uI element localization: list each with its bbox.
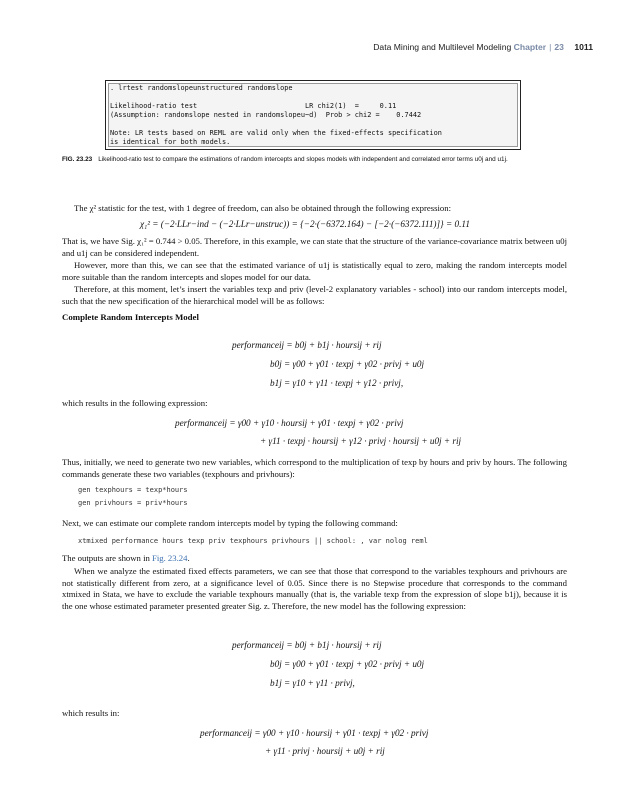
stata-test-line: Likelihood-ratio test LR chi2(1) = 0.11 xyxy=(110,102,397,110)
equation-c3: b1j = γ10 + γ11 · privj, xyxy=(270,678,355,688)
stata-note-line-1: Note: LR tests based on REML are valid only when the fixed-effects specification xyxy=(110,129,442,137)
stata-note-line-2: is identical for both models. xyxy=(110,138,231,146)
paragraph-estimate: Next, we can estimate our complete random intercepts model by typing the following command: xyxy=(62,518,398,528)
paragraph-fixed-effects: When we analyze the estimated fixed effects parameters, we can see that those that correspond to the variables texphours and privhours are not statistically different from zero, at a significance level of 0.05. Since there is no Stepwise procedure that corresponds to the command xtmixed in Stata, we have to exclude the variable texphours manually (that is, the variable texp from the expression of slope b1j), because it is the one whose estimated parameter presented greater Sig. z. Therefore, the new model has the following expression: xyxy=(62,566,567,611)
paragraph-chi-intro: The χ² statistic for the test, with 1 degree of freedom, can also be obtained through the following expression: xyxy=(74,203,452,213)
section-heading: Complete Random Intercepts Model xyxy=(62,312,199,322)
equation-a1: performanceij = b0j + b1j · hoursij + rij xyxy=(232,340,382,350)
paragraph-which-results: which results in: xyxy=(62,708,120,718)
equation-c2: b0j = γ00 + γ01 · texpj + γ02 · privj + u0j xyxy=(270,659,425,669)
page-number: 1011 xyxy=(574,42,593,52)
paragraph-generate-variables: Thus, initially, we need to generate two new variables, which correspond to the multiplication of texp by hours and priv by hours. The following commands generate these two variables (texphours and privhours): xyxy=(62,457,567,479)
chapter-number: 23 xyxy=(554,42,564,52)
paragraph-variance: However, more than this, we can see that the estimated variance of u1j is statistically equal to zero, making the random intercepts model more suitable than the random intercepts and slopes model for our data. xyxy=(62,260,567,282)
chapter-label: Chapter xyxy=(513,42,547,52)
equation-a3: b1j = γ10 + γ11 · texpj + γ12 · privj, xyxy=(270,378,404,388)
stata-command: . lrtest randomslopeunstructured randomslope xyxy=(110,84,293,92)
equation-a2: b0j = γ00 + γ01 · texpj + γ02 · privj + u0j xyxy=(270,359,425,369)
paragraph-outputs xyxy=(62,553,567,565)
command-xtmixed: xtmixed performance hours texp priv texphours privhours || school: , var nolog reml xyxy=(78,537,428,545)
figure-link[interactable]: Fig. 23.24 xyxy=(152,553,188,563)
outputs-text-pre: The outputs are shown in xyxy=(62,553,152,563)
outputs-text-post: . xyxy=(187,553,190,563)
equation-b2: + γ11 · texpj · hoursij + γ12 · privj · hoursij + u0j + rij xyxy=(260,436,462,446)
equation-b1: performanceij = γ00 + γ10 · hoursij + γ01 · texpj + γ02 · privj xyxy=(175,418,404,428)
equation-chi-square: χ₁² = (−2·LLr−ind − (−2·LLr−unstruc)) = {−2·(−6372.164) − [−2·(−6372.111)]} = 0.11 xyxy=(140,219,470,229)
running-header: Data Mining and Multilevel Modeling Chapter | 23 1011 xyxy=(373,42,593,52)
paragraph-results-expression: which results in the following expression: xyxy=(62,398,208,408)
figure-caption xyxy=(62,155,567,164)
paragraph-new-variables: Therefore, at this moment, let’s insert the variables texp and priv (level-2 explanatory variables - school) into our random intercepts model, such that the new specification of the hierarchical model will be as follows: xyxy=(62,284,567,306)
equation-d2: + γ11 · privj · hoursij + u0j + rij xyxy=(265,746,385,756)
figure-caption-text: Likelihood-ratio test to compare the estimations of random intercepts and slopes models with independent and correlated error terms u0j and u1j. xyxy=(98,156,508,163)
command-gen-privhours: gen privhours = priv*hours xyxy=(78,499,188,507)
stata-assumption-line: (Assumption: randomslope nested in randomslopeu~d) Prob > chi2 = 0.7442 xyxy=(110,111,422,119)
figure-label: FIG. 23.23 xyxy=(62,156,93,163)
equation-c1: performanceij = b0j + b1j · hoursij + rij xyxy=(232,640,382,650)
command-gen-texphours: gen texphours = texp*hours xyxy=(78,486,188,494)
book-title: Data Mining and Multilevel Modeling xyxy=(373,42,512,52)
paragraph-sig: That is, we have Sig. χ₁² = 0.744 > 0.05. Therefore, in this example, we can state that the structure of the variance-covariance matrix between u0j and u1j can be considered independent. xyxy=(62,236,567,258)
equation-d1: performanceij = γ00 + γ10 · hoursij + γ01 · texpj + γ02 · privj xyxy=(200,728,429,738)
